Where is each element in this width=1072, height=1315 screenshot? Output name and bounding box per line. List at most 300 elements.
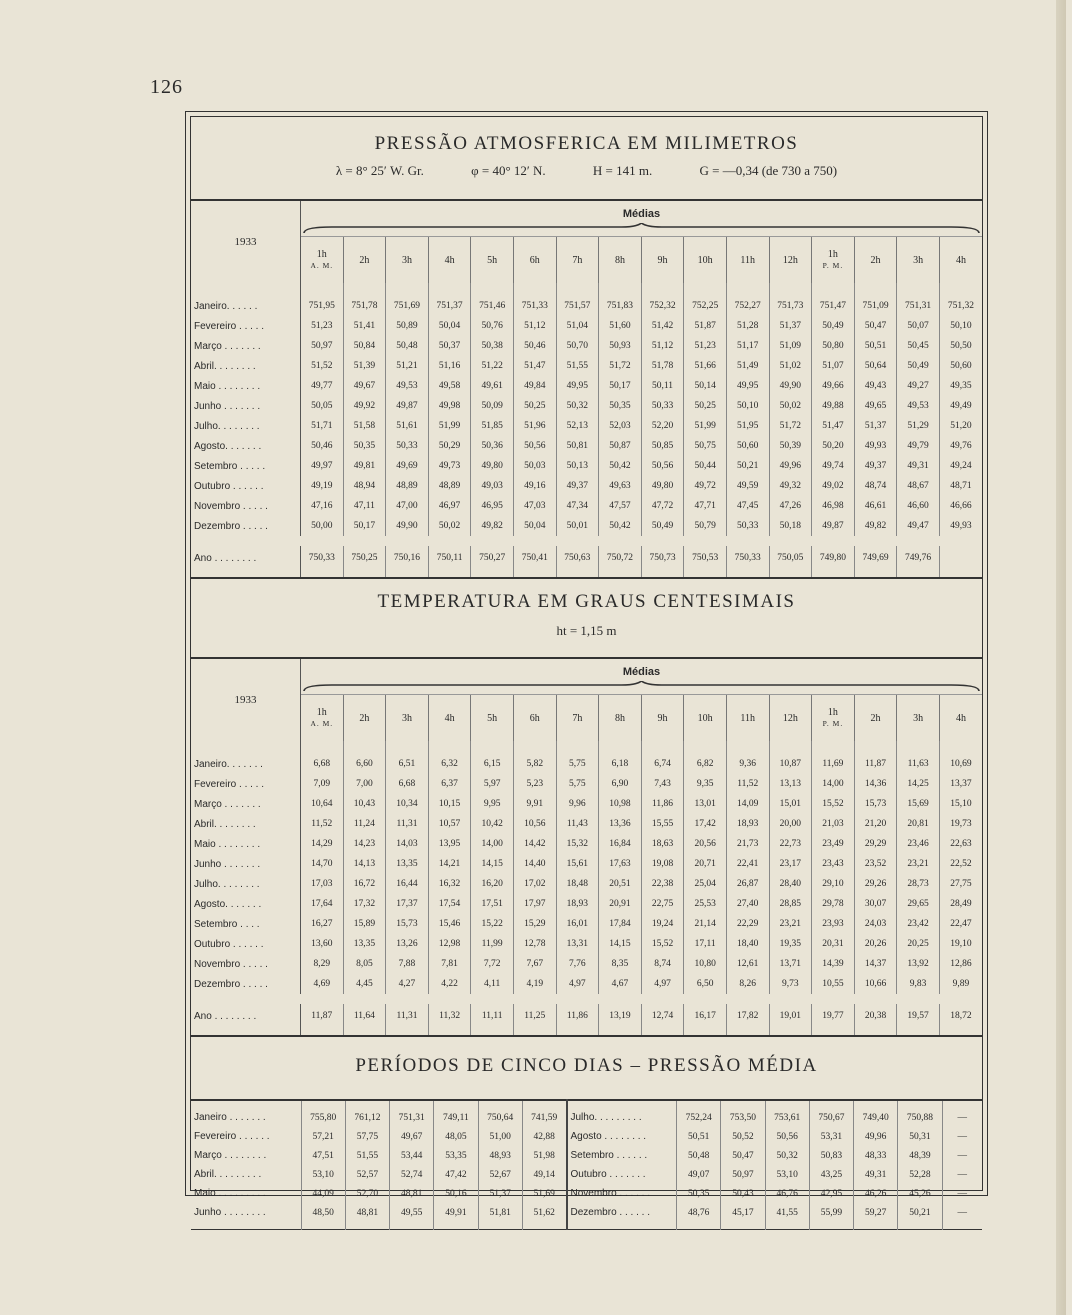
hour-header <box>301 695 344 742</box>
table-cell: 51,72 <box>769 416 812 436</box>
table-row <box>191 934 982 954</box>
table-row <box>191 456 982 476</box>
table-cell: 6,15 <box>471 741 514 774</box>
table-cell: 20,71 <box>684 854 727 874</box>
param-longitude: λ = 8° 25′ W. Gr. <box>335 163 424 178</box>
table-cell: 20,38 <box>854 1004 897 1035</box>
hour-header <box>812 237 855 284</box>
table-cell: 11,43 <box>556 814 599 834</box>
table-cell: 50,64 <box>854 356 897 376</box>
table-cell: 46,95 <box>471 496 514 516</box>
table-cell: 52,28 <box>898 1165 942 1184</box>
table-cell: 21,03 <box>812 814 855 834</box>
param-latitude: φ = 40° 12′ N. <box>471 163 546 178</box>
table-cell: 12,86 <box>939 954 982 974</box>
table-cell: 6,74 <box>641 741 684 774</box>
spacer-cell <box>191 994 982 1004</box>
table-cell: 4,97 <box>641 974 684 994</box>
table-cell: 6,51 <box>386 741 429 774</box>
table-cell: 4,69 <box>301 974 344 994</box>
table-cell: 49,79 <box>897 436 940 456</box>
hour-label: 11h <box>740 712 756 724</box>
table-cell: 51,47 <box>812 416 855 436</box>
table-cell: 47,72 <box>641 496 684 516</box>
hour-label: 1h <box>827 707 838 718</box>
table-cell: 15,55 <box>641 814 684 834</box>
table-row <box>191 396 982 416</box>
table-cell: 17,97 <box>513 894 556 914</box>
table-cell: 49,59 <box>726 476 769 496</box>
table-cell: 750,64 <box>478 1100 522 1127</box>
param-altitude: H = 141 m. <box>592 163 653 178</box>
hour-header <box>726 695 769 742</box>
table-cell: 51,41 <box>343 316 386 336</box>
table-cell: 18,93 <box>726 814 769 834</box>
table-cell: 49,67 <box>343 376 386 396</box>
table-cell: 22,29 <box>726 914 769 934</box>
table-cell: 48,76 <box>677 1203 721 1230</box>
table-cell: 50,49 <box>641 516 684 536</box>
table-cell: 7,72 <box>471 954 514 974</box>
table-cell: 48,50 <box>301 1203 345 1230</box>
table-cell: 51,99 <box>684 416 727 436</box>
table-cell: 15,22 <box>471 914 514 934</box>
table-cell: 23,21 <box>897 854 940 874</box>
table-cell: 16,84 <box>599 834 642 854</box>
temperature-table <box>191 657 982 1035</box>
table-cell: 51,66 <box>684 356 727 376</box>
table-cell: 50,87 <box>599 436 642 456</box>
table-cell: 5,23 <box>513 774 556 794</box>
table-cell: 6,18 <box>599 741 642 774</box>
table-cell: 23,93 <box>812 914 855 934</box>
table-cell: 20,51 <box>599 874 642 894</box>
hour-header <box>556 695 599 742</box>
table-cell: 751,78 <box>343 283 386 316</box>
table-cell: 17,54 <box>428 894 471 914</box>
hour-label: 1h <box>316 249 327 260</box>
table-cell: 19,01 <box>769 1004 812 1035</box>
table-cell: 17,64 <box>301 894 344 914</box>
table-cell: 49,82 <box>471 516 514 536</box>
table-cell: 51,72 <box>599 356 642 376</box>
table-cell: 50,00 <box>301 516 344 536</box>
table-cell: 751,09 <box>854 283 897 316</box>
table-cell: 50,52 <box>721 1127 765 1146</box>
table-cell: 50,05 <box>301 396 344 416</box>
table-cell: 11,32 <box>428 1004 471 1035</box>
table-cell: 752,24 <box>677 1100 721 1127</box>
annual-row <box>191 1004 982 1035</box>
table-cell: 749,69 <box>854 546 897 577</box>
hour-label: 4h <box>444 254 455 266</box>
table-cell: 14,70 <box>301 854 344 874</box>
table-cell: 16,27 <box>301 914 344 934</box>
table-cell: 47,57 <box>599 496 642 516</box>
periods-table <box>191 1099 982 1230</box>
month-label: Dezembro . . . . . <box>191 516 301 536</box>
table-cell: 749,80 <box>812 546 855 577</box>
table-cell: 750,33 <box>726 546 769 577</box>
table-cell: 51,71 <box>301 416 344 436</box>
table-cell: 49,73 <box>428 456 471 476</box>
table-cell: 11,52 <box>726 774 769 794</box>
table-row <box>191 914 982 934</box>
table-cell: 50,01 <box>556 516 599 536</box>
month-label: Outubro . . . . . . . <box>567 1165 677 1184</box>
table-cell: 22,38 <box>641 874 684 894</box>
table-cell: 51,04 <box>556 316 599 336</box>
table-cell: 50,17 <box>343 516 386 536</box>
table-cell: 50,43 <box>721 1184 765 1203</box>
table-cell: 50,93 <box>599 336 642 356</box>
hour-label: 2h <box>870 254 881 266</box>
table-cell: 4,67 <box>599 974 642 994</box>
table-row <box>191 436 982 456</box>
table-cell: 17,03 <box>301 874 344 894</box>
table-cell: 18,93 <box>556 894 599 914</box>
table-cell: 50,02 <box>769 396 812 416</box>
table-cell: 22,47 <box>939 914 982 934</box>
table-cell: 50,21 <box>898 1203 942 1230</box>
table-cell: 50,03 <box>513 456 556 476</box>
table-cell: 14,42 <box>513 834 556 854</box>
month-label: Maio . . . . . . . . . <box>194 1188 266 1199</box>
table-cell: 23,42 <box>897 914 940 934</box>
table-row <box>191 874 982 894</box>
table-cell: 13,31 <box>556 934 599 954</box>
table-cell: 50,50 <box>939 336 982 356</box>
hour-label: 3h <box>401 254 412 266</box>
table-cell: 51,81 <box>478 1203 522 1230</box>
table-cell: 22,63 <box>939 834 982 854</box>
table-cell: 16,20 <box>471 874 514 894</box>
table-cell: 49,93 <box>854 436 897 456</box>
param-gravity: G = —0,34 (de 730 a 750) <box>699 163 838 178</box>
table-cell: 47,26 <box>769 496 812 516</box>
table-cell: 49,87 <box>386 396 429 416</box>
table-cell: 51,95 <box>726 416 769 436</box>
table-cell: 50,75 <box>684 436 727 456</box>
temperature-title: TEMPERATURA EM GRAUS CENTESIMAIS <box>377 591 796 612</box>
table-cell: 50,17 <box>599 376 642 396</box>
table-row <box>191 416 982 436</box>
table-cell: 21,73 <box>726 834 769 854</box>
table-cell: 29,29 <box>854 834 897 854</box>
hour-header <box>854 695 897 742</box>
table-cell: 5,97 <box>471 774 514 794</box>
table-cell: 14,23 <box>343 834 386 854</box>
table-cell: 22,75 <box>641 894 684 914</box>
month-label: Abril. . . . . . . . <box>191 814 301 834</box>
month-label: Setembro . . . . <box>191 914 301 934</box>
table-cell: 50,89 <box>386 316 429 336</box>
hour-label: 12h <box>782 712 798 724</box>
table-cell: 10,43 <box>343 794 386 814</box>
am-label: A. M. <box>310 261 334 270</box>
table-cell: 21,20 <box>854 814 897 834</box>
month-label: Ano . . . . . . . . <box>191 1004 301 1035</box>
year-header: 1933 <box>191 658 301 741</box>
table-cell: 753,61 <box>765 1100 809 1127</box>
table-row <box>191 794 982 814</box>
table-cell: 751,46 <box>471 283 514 316</box>
table-cell: 17,51 <box>471 894 514 914</box>
table-cell: 13,01 <box>684 794 727 814</box>
table-cell: 11,24 <box>343 814 386 834</box>
temperature-section <box>191 577 982 1035</box>
table-cell: 49,27 <box>897 376 940 396</box>
table-cell: 51,85 <box>471 416 514 436</box>
month-label: Novembro . . . . . <box>191 954 301 974</box>
table-cell: 750,11 <box>428 546 471 577</box>
table-cell: 48,93 <box>478 1146 522 1165</box>
table-cell: 6,60 <box>343 741 386 774</box>
table-cell: 29,10 <box>812 874 855 894</box>
table-row <box>191 1203 982 1230</box>
table-cell: 15,10 <box>939 794 982 814</box>
table-cell: 755,80 <box>301 1100 345 1127</box>
table-cell: 49,88 <box>812 396 855 416</box>
hour-header <box>428 695 471 742</box>
table-cell: 10,87 <box>769 741 812 774</box>
table-cell: 50,09 <box>471 396 514 416</box>
table-cell: 11,63 <box>897 741 940 774</box>
table-cell: 29,26 <box>854 874 897 894</box>
table-cell: 10,34 <box>386 794 429 814</box>
table-cell: 50,18 <box>769 516 812 536</box>
table-cell: 750,72 <box>599 546 642 577</box>
table-cell: 50,32 <box>556 396 599 416</box>
hour-label: 5h <box>487 254 498 266</box>
table-cell: 14,29 <box>301 834 344 854</box>
table-cell: 9,35 <box>684 774 727 794</box>
table-cell: 750,41 <box>513 546 556 577</box>
table-cell: 12,98 <box>428 934 471 954</box>
table-cell: 52,03 <box>599 416 642 436</box>
table-cell: 49,19 <box>301 476 344 496</box>
table-cell: 50,20 <box>812 436 855 456</box>
hour-label: 1h <box>827 249 838 260</box>
month-label: Ano . . . . . . . . <box>191 546 301 577</box>
table-cell: 52,13 <box>556 416 599 436</box>
table-cell: 13,95 <box>428 834 471 854</box>
table-cell: 13,35 <box>343 934 386 954</box>
table-cell: 753,50 <box>721 1100 765 1127</box>
table-cell: 10,55 <box>812 974 855 994</box>
hour-header <box>301 237 344 284</box>
table-cell: 49,43 <box>854 376 897 396</box>
table-cell: 49,35 <box>939 376 982 396</box>
table-cell: 50,70 <box>556 336 599 356</box>
hour-label: 3h <box>913 712 924 724</box>
table-cell: 50,97 <box>721 1165 765 1184</box>
pressure-params <box>191 163 982 179</box>
table-cell: 52,70 <box>345 1184 389 1203</box>
hour-label: 10h <box>697 254 713 266</box>
table-cell: 50,31 <box>898 1127 942 1146</box>
table-cell: 49,76 <box>939 436 982 456</box>
table-cell: 51,87 <box>684 316 727 336</box>
table-cell: 51,58 <box>343 416 386 436</box>
table-cell: 10,56 <box>513 814 556 834</box>
table-cell: 48,39 <box>898 1146 942 1165</box>
table-cell: 49,92 <box>343 396 386 416</box>
table-cell: 49,84 <box>513 376 556 396</box>
table-row <box>191 1100 982 1127</box>
hour-header <box>343 237 386 284</box>
table-cell: 51,23 <box>301 316 344 336</box>
table-cell: 49,55 <box>390 1203 434 1230</box>
table-cell <box>939 546 982 577</box>
table-cell: 752,25 <box>684 283 727 316</box>
table-cell: 50,36 <box>471 436 514 456</box>
table-cell: 4,97 <box>556 974 599 994</box>
table-row <box>191 376 982 396</box>
table-cell: 50,81 <box>556 436 599 456</box>
table-cell: 11,11 <box>471 1004 514 1035</box>
table-cell: 50,25 <box>513 396 556 416</box>
table-cell: 55,99 <box>809 1203 853 1230</box>
table-cell: 15,32 <box>556 834 599 854</box>
table-cell: 15,52 <box>641 934 684 954</box>
table-cell: 741,59 <box>522 1100 566 1127</box>
table-cell: 15,89 <box>343 914 386 934</box>
table-cell: 47,71 <box>684 496 727 516</box>
table-cell: 50,84 <box>343 336 386 356</box>
table-cell: 52,20 <box>641 416 684 436</box>
table-cell: 50,35 <box>599 396 642 416</box>
table-cell: 46,66 <box>939 496 982 516</box>
month-label: Janeiro. . . . . . . <box>191 741 301 774</box>
table-cell: 50,76 <box>471 316 514 336</box>
table-cell: 22,41 <box>726 854 769 874</box>
month-label: Junho . . . . . . . <box>191 396 301 416</box>
table-cell: 9,96 <box>556 794 599 814</box>
table-cell: 46,61 <box>854 496 897 516</box>
table-cell: 14,36 <box>854 774 897 794</box>
table-row <box>191 814 982 834</box>
spacer-row <box>191 994 982 1004</box>
table-cell: 750,88 <box>898 1100 942 1127</box>
table-cell: 48,94 <box>343 476 386 496</box>
table-cell: 51,98 <box>522 1146 566 1165</box>
table-cell: 20,31 <box>812 934 855 954</box>
table-cell: 50,60 <box>726 436 769 456</box>
periods-title: PERÍODOS DE CINCO DIAS – PRESSÃO MÉDIA <box>355 1055 818 1076</box>
table-cell: 49,14 <box>522 1165 566 1184</box>
table-cell: 50,85 <box>641 436 684 456</box>
table-cell: 51,12 <box>513 316 556 336</box>
hour-header <box>599 695 642 742</box>
table-cell: 9,83 <box>897 974 940 994</box>
table-cell: 6,82 <box>684 741 727 774</box>
hour-header <box>812 695 855 742</box>
table-cell: 49,58 <box>428 376 471 396</box>
spacer-cell <box>191 536 982 546</box>
hour-label: 4h <box>444 712 455 724</box>
table-cell: 50,45 <box>897 336 940 356</box>
table-cell: 6,37 <box>428 774 471 794</box>
table-row <box>191 316 982 336</box>
table-cell: 4,22 <box>428 974 471 994</box>
table-cell: 49,16 <box>513 476 556 496</box>
table-cell: 50,13 <box>556 456 599 476</box>
table-cell: 49,91 <box>434 1203 478 1230</box>
table-cell: 50,80 <box>812 336 855 356</box>
table-cell: 48,05 <box>434 1127 478 1146</box>
table-cell: 17,82 <box>726 1004 769 1035</box>
hour-header <box>513 695 556 742</box>
table-cell: — <box>942 1100 982 1127</box>
table-cell: 6,32 <box>428 741 471 774</box>
table-cell: 11,25 <box>513 1004 556 1035</box>
table-cell: 51,07 <box>812 356 855 376</box>
table-cell: 49,81 <box>343 456 386 476</box>
table-cell: 50,10 <box>726 396 769 416</box>
table-cell: 51,52 <box>301 356 344 376</box>
table-cell: 17,32 <box>343 894 386 914</box>
table-cell: 11,52 <box>301 814 344 834</box>
table-cell: 51,37 <box>854 416 897 436</box>
table-cell: 53,44 <box>390 1146 434 1165</box>
table-cell: 49,31 <box>854 1165 898 1184</box>
table-cell: 23,21 <box>769 914 812 934</box>
table-cell: 8,35 <box>599 954 642 974</box>
hour-header <box>854 237 897 284</box>
table-cell: 49,67 <box>390 1127 434 1146</box>
table-cell: 49,96 <box>854 1127 898 1146</box>
table-cell: 18,40 <box>726 934 769 954</box>
table-cell: 50,83 <box>809 1146 853 1165</box>
table-cell: 10,69 <box>939 741 982 774</box>
table-cell: 49,31 <box>897 456 940 476</box>
table-cell: 7,09 <box>301 774 344 794</box>
table-row <box>191 476 982 496</box>
table-cell: 50,97 <box>301 336 344 356</box>
table-row <box>191 834 982 854</box>
table-cell: 50,29 <box>428 436 471 456</box>
hour-label: 3h <box>913 254 924 266</box>
table-cell: 761,12 <box>345 1100 389 1127</box>
table-cell: 47,00 <box>386 496 429 516</box>
spacer-row <box>191 536 982 546</box>
table-cell: 5,82 <box>513 741 556 774</box>
hour-label: 11h <box>740 254 756 266</box>
hour-label: 12h <box>782 254 798 266</box>
table-cell: 13,19 <box>599 1004 642 1035</box>
month-label: Janeiro. . . . . . <box>191 283 301 316</box>
table-cell: 50,56 <box>641 456 684 476</box>
medias-brace <box>301 680 983 695</box>
table-cell: 9,36 <box>726 741 769 774</box>
table-cell: 18,72 <box>939 1004 982 1035</box>
table-cell: 51,00 <box>478 1127 522 1146</box>
table-cell: 15,61 <box>556 854 599 874</box>
table-cell: 9,91 <box>513 794 556 814</box>
table-cell: 49,72 <box>684 476 727 496</box>
table-cell: 51,21 <box>386 356 429 376</box>
table-cell: 7,81 <box>428 954 471 974</box>
table-cell: 28,40 <box>769 874 812 894</box>
table-cell: 751,95 <box>301 283 344 316</box>
month-label: Março . . . . . . . <box>191 794 301 814</box>
table-cell: 5,75 <box>556 774 599 794</box>
table-row <box>191 496 982 516</box>
table-cell: 45,26 <box>898 1184 942 1203</box>
table-cell: 49,65 <box>854 396 897 416</box>
table-cell: 50,48 <box>386 336 429 356</box>
